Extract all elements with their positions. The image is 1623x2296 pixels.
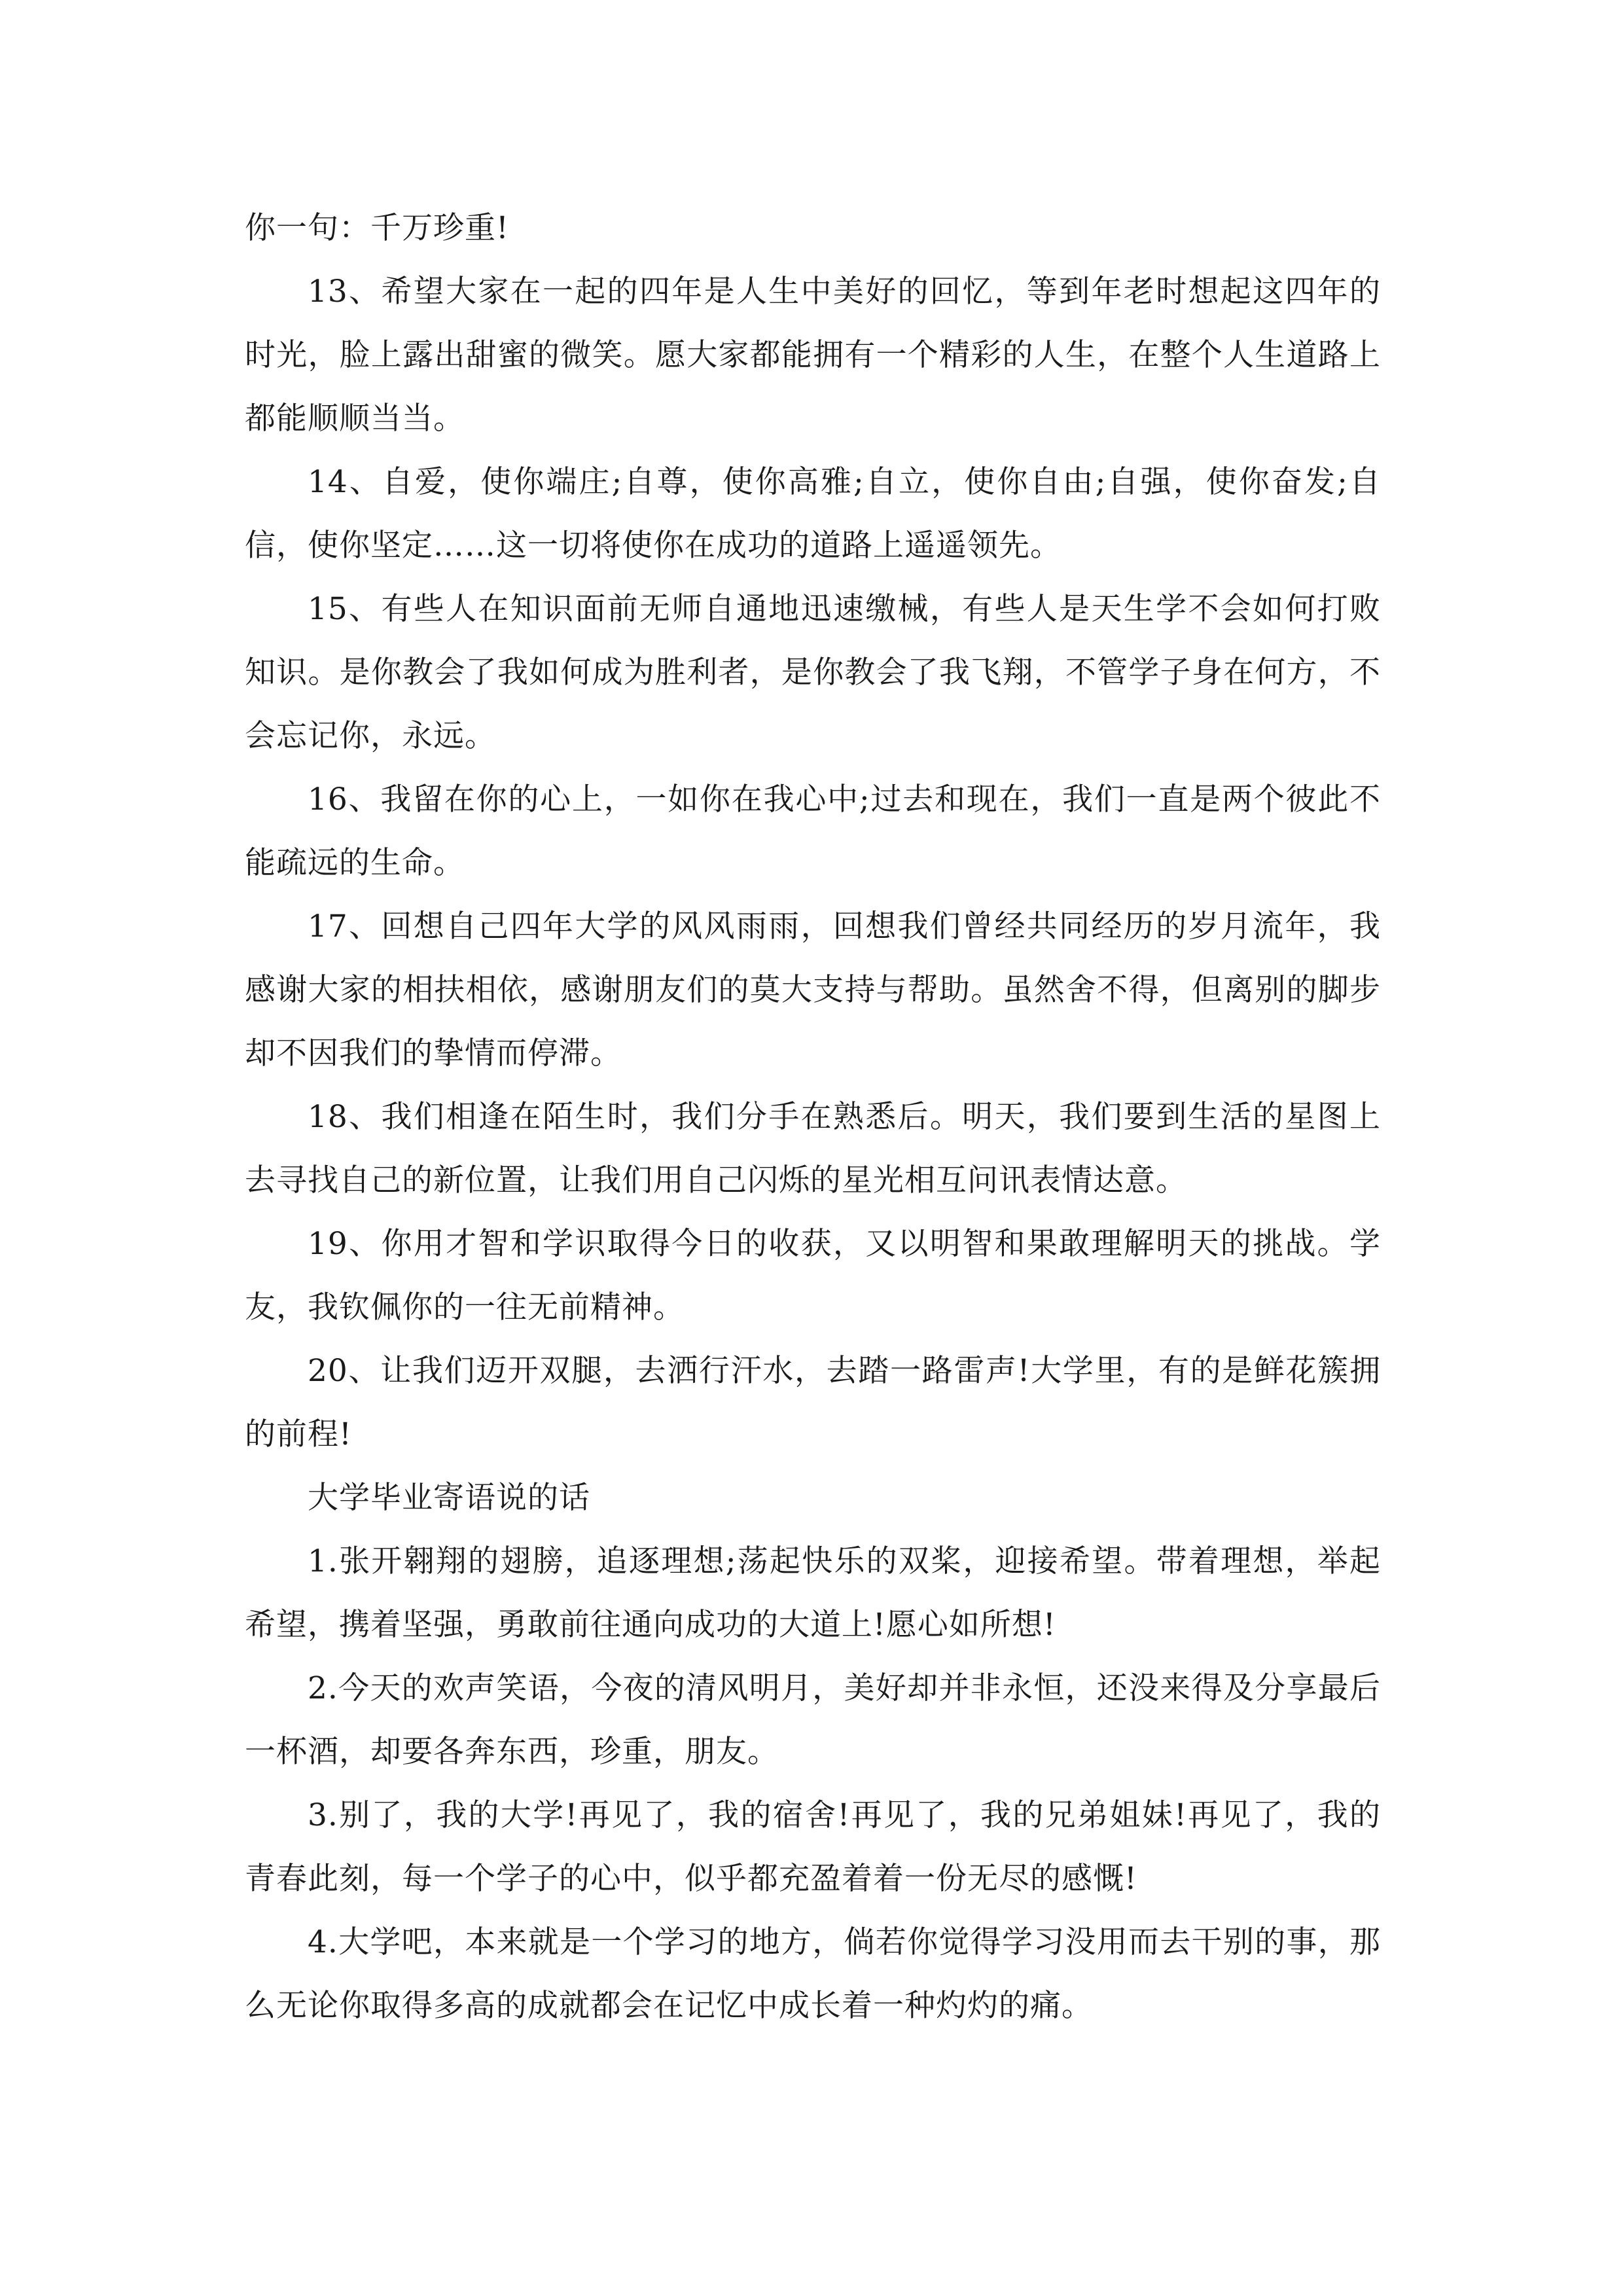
- paragraph-item-3: 3.别了，我的大学!再见了，我的宿舍!再见了，我的兄弟姐妹!再见了，我的青春此刻，每一个学子的心中，似乎都充盈着着一份无尽的感慨!: [245, 1797, 1381, 1897]
- paragraph-13: 13、希望大家在一起的四年是人生中美好的回忆，等到年老时想起这四年的时光，脸上露出甜蜜的微笑。愿大家都能拥有一个精彩的人生，在整个人生道路上都能顺顺当当。: [245, 274, 1381, 437]
- paragraph-continuation: 你一句：千万珍重!: [245, 210, 509, 246]
- paragraph-19: 19、你用才智和学识取得今日的收获，又以明智和果敢理解明天的挑战。学友，我钦佩你的一往无前精神。: [245, 1226, 1381, 1325]
- paragraph-item-1: 1.张开翱翔的翅膀，追逐理想;荡起快乐的双桨，迎接希望。带着理想，举起希望，携着坚强，勇敢前往通向成功的大道上!愿心如所想!: [245, 1543, 1381, 1643]
- paragraph-15: 15、有些人在知识面前无师自通地迅速缴械，有些人是天生学不会如何打败知识。是你教会了我如何成为胜利者，是你教会了我飞翔，不管学子身在何方，不会忘记你，永远。: [245, 591, 1381, 754]
- section-heading: 大学毕业寄语说的话: [308, 1480, 590, 1516]
- paragraph-17: 17、回想自己四年大学的风风雨雨，回想我们曾经共同经历的岁月流年，我感谢大家的相扶相依，感谢朋友们的莫大支持与帮助。虽然舍不得，但离别的脚步却不因我们的挚情而停滞。: [245, 908, 1381, 1071]
- document-body: [245, 196, 1381, 2037]
- paragraph-item-2: 2.今天的欢声笑语，今夜的清风明月，美好却并非永恒，还没来得及分享最后一杯酒，却要各奔东西，珍重，朋友。: [245, 1670, 1381, 1770]
- paragraph-item-4: 4.大学吧，本来就是一个学习的地方，倘若你觉得学习没用而去干别的事，那么无论你取得多高的成就都会在记忆中成长着一种灼灼的痛。: [245, 1924, 1381, 2024]
- paragraph-18: 18、我们相逢在陌生时，我们分手在熟悉后。明天，我们要到生活的星图上去寻找自己的新位置，让我们用自己闪烁的星光相互问讯表情达意。: [245, 1099, 1381, 1198]
- paragraph-20: 20、让我们迈开双腿，去洒行汗水，去踏一路雷声!大学里，有的是鲜花簇拥的前程!: [245, 1353, 1381, 1452]
- paragraph-16: 16、我留在你的心上，一如你在我心中;过去和现在，我们一直是两个彼此不能疏远的生命。: [245, 781, 1381, 881]
- paragraph-14: 14、自爱，使你端庄;自尊，使你高雅;自立，使你自由;自强，使你奋发;自信，使你坚定……这一切将使你在成功的道路上遥遥领先。: [245, 464, 1381, 564]
